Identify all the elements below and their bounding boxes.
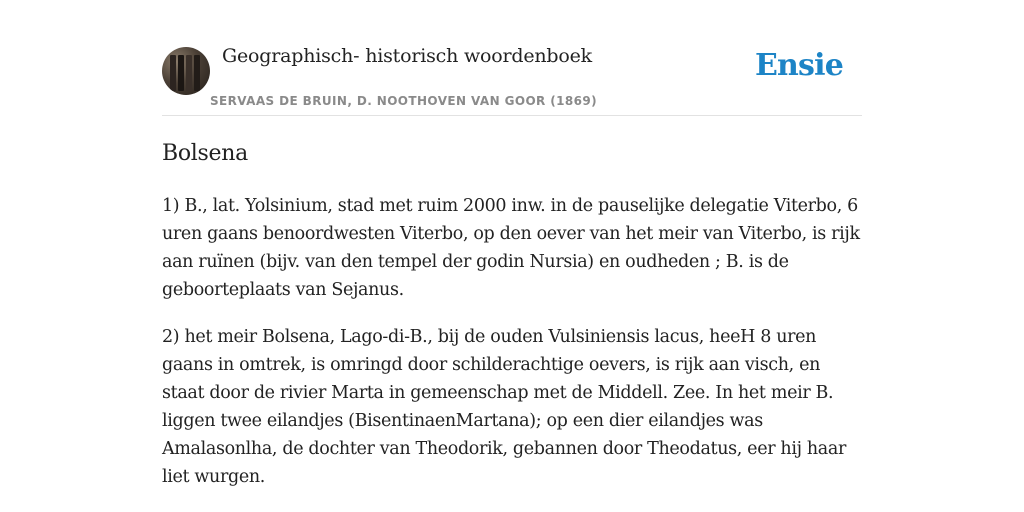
book-spine xyxy=(170,55,176,91)
author-line: SERVAAS DE BRUIN, D. NOOTHOVEN VAN GOOR (1869) xyxy=(210,94,598,108)
book-cover-icon[interactable] xyxy=(162,47,210,95)
book-spine xyxy=(178,55,184,91)
book-spine xyxy=(194,55,200,91)
entry-paragraph: 1) B., lat. Yolsinium, stad met ruim 2000 inw. in de pauselijke delegatie Viterbo, 6 uren gaans benoordwesten Viterbo, op den oever van het meir van Viterbo, is rijk aan ruïnen (bijv. van den tempel der godin Nursia) en oudheden ; B. is de geboorteplaats van Sejanus. xyxy=(162,196,860,300)
book-title-link[interactable]: Geographisch- historisch woordenboek xyxy=(222,45,592,67)
book-spine xyxy=(186,55,192,91)
brand-logo-link[interactable]: Ensie xyxy=(754,48,843,83)
entry-card xyxy=(162,0,862,487)
entry-paragraph: 2) het meir Bolsena, Lago-di-B., bij de ouden Vulsiniensis lacus, heeH 8 uren gaans in omtrek, is omringd door schilderachtige oevers, is rijk aan visch, en staat door de rivier Marta in gemeenschap met de Middell. Zee. In het meir B. liggen twee eilandjes (BisentinaenMartana); op een dier eilandjes was Amalasonlha, de dochter van Theodorik, gebannen door Theodatus, eer hij haar liet wurgen. xyxy=(162,327,846,487)
source-header xyxy=(162,0,862,116)
entry-title: Bolsena xyxy=(162,141,248,166)
